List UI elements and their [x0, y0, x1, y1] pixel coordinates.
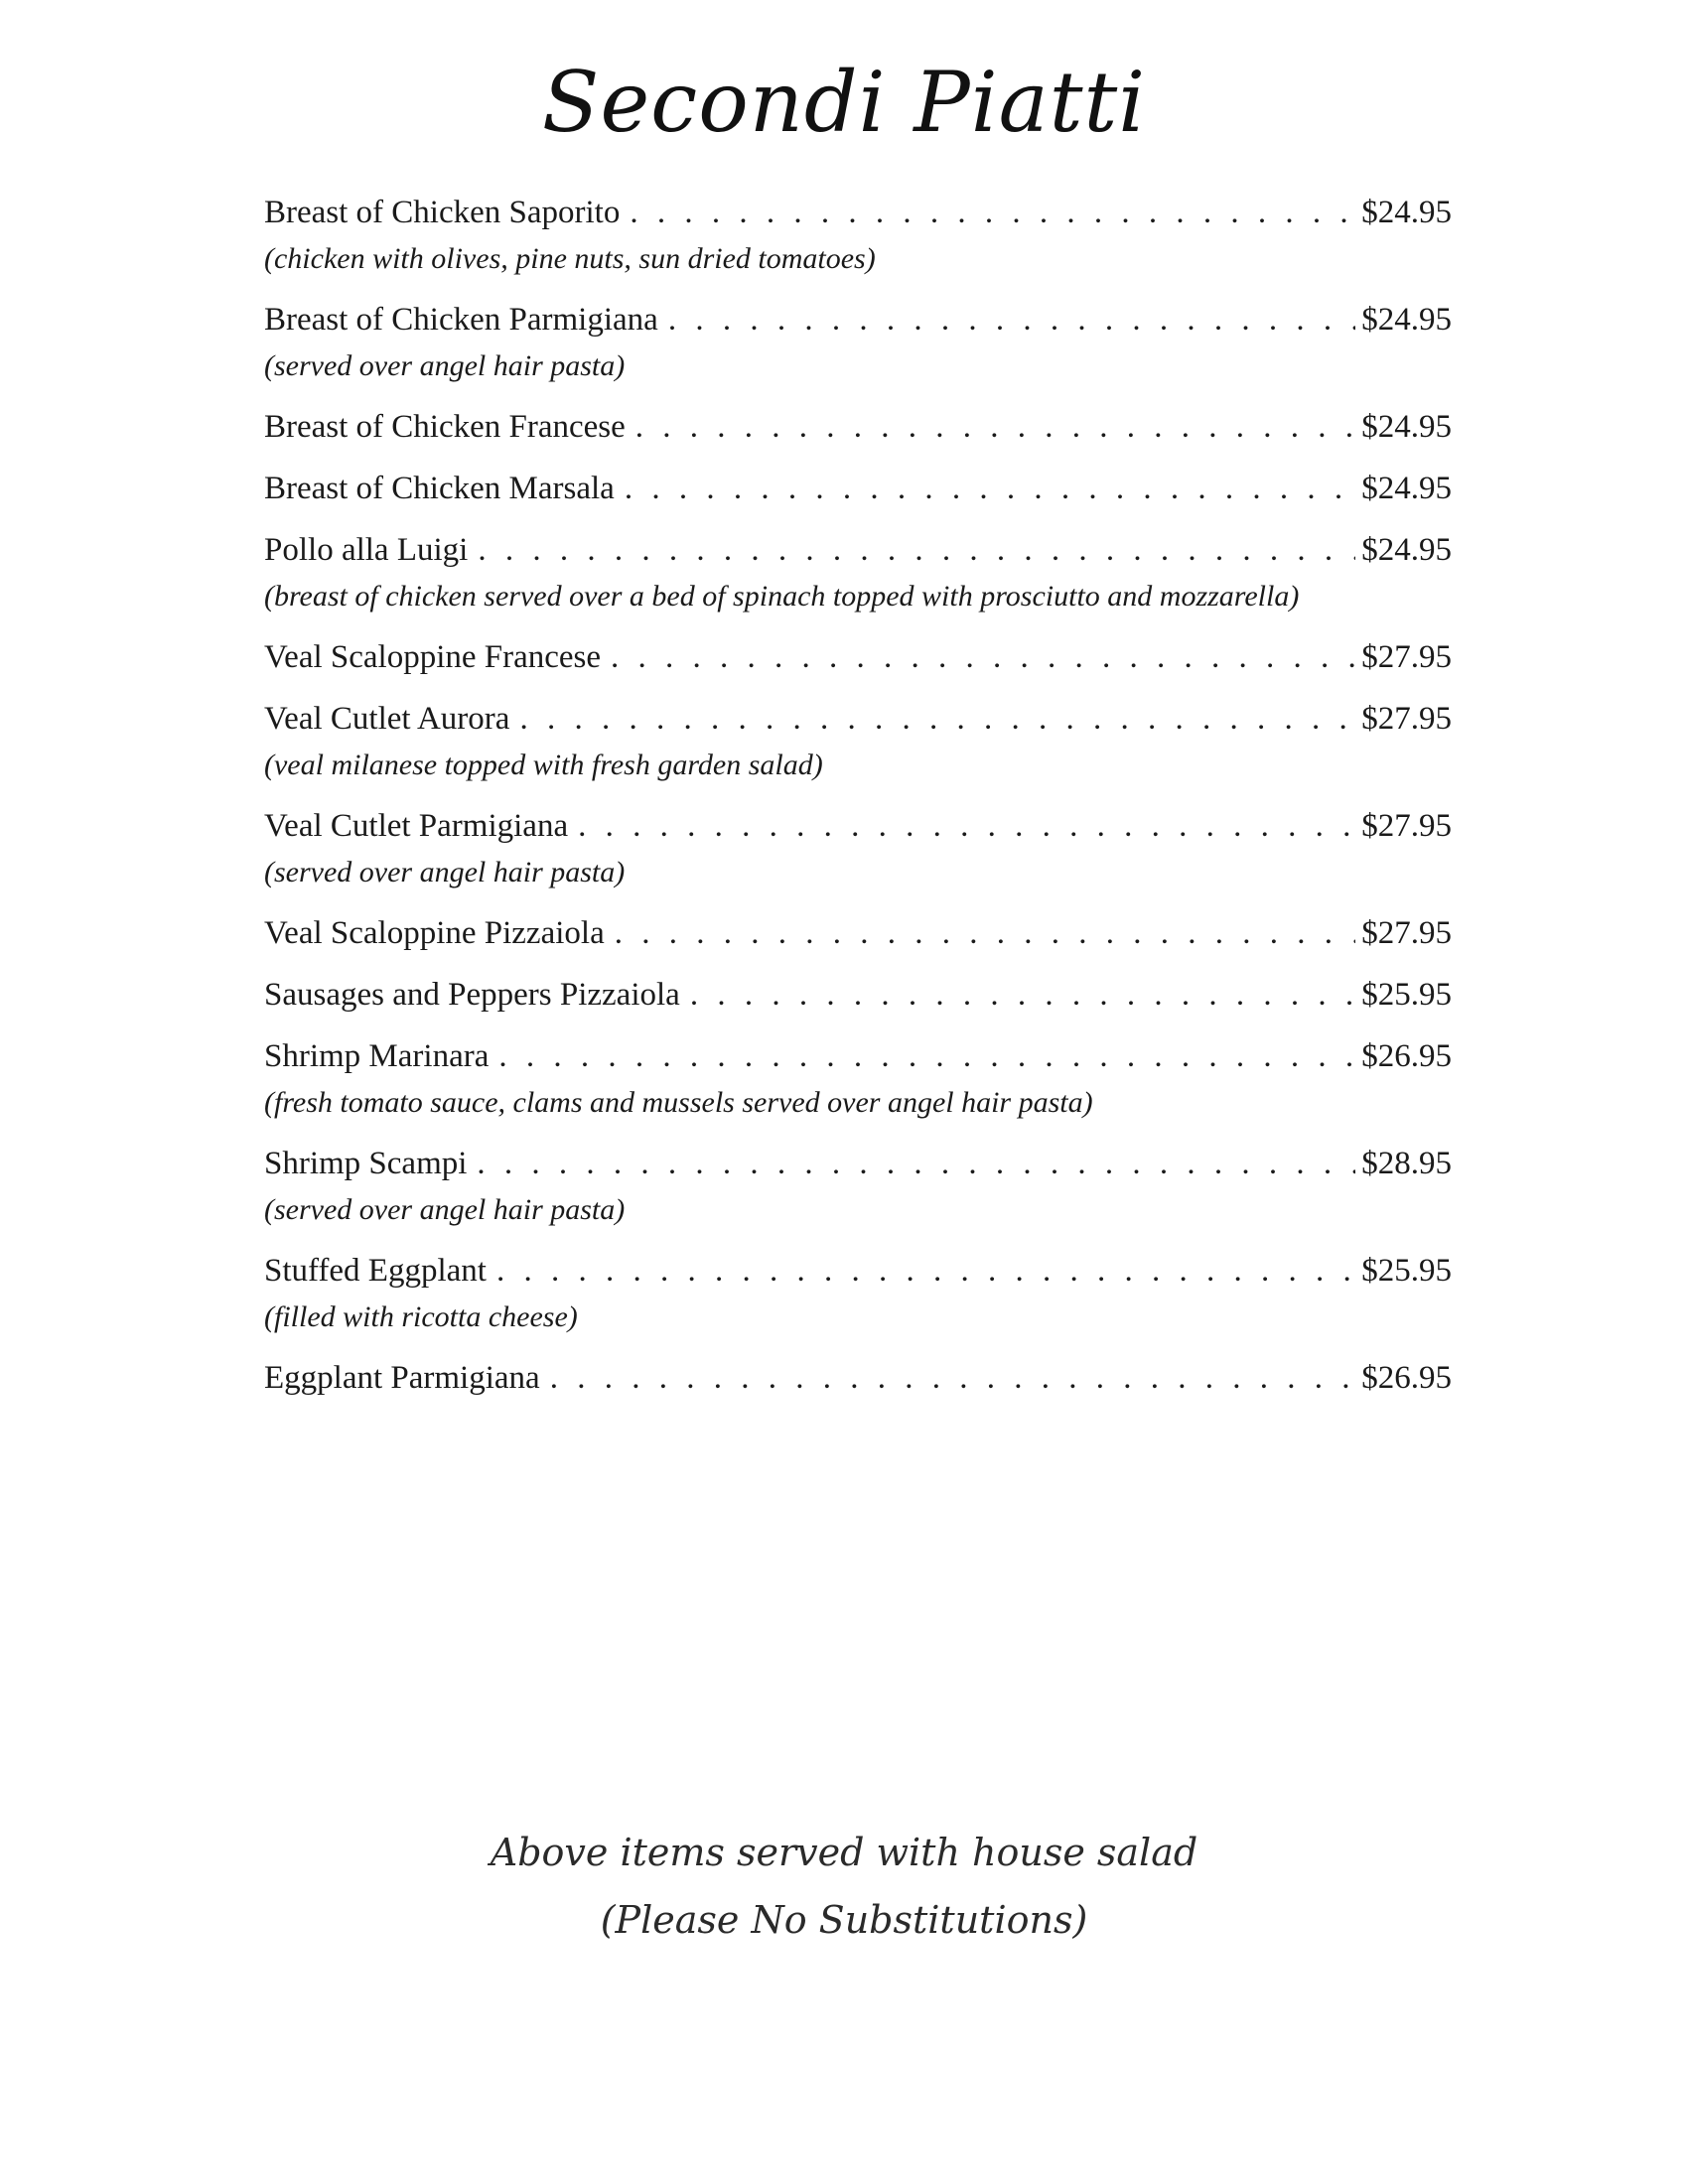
menu-item — [264, 633, 1452, 681]
menu-item-line — [264, 526, 1452, 574]
menu-item-description: (served over angel hair pasta) — [264, 856, 626, 888]
menu-item-name: Sausages and Peppers Pizzaiola — [264, 977, 680, 1013]
menu-item-price: $27.95 — [1361, 915, 1452, 951]
menu-item-name: Breast of Chicken Francese — [264, 409, 626, 445]
menu-item-price: $25.95 — [1361, 1253, 1452, 1289]
menu-item-price: $26.95 — [1361, 1360, 1452, 1396]
menu-item-name: Shrimp Marinara — [264, 1038, 490, 1074]
menu-item — [264, 909, 1452, 957]
menu-item-name: Stuffed Eggplant — [264, 1253, 487, 1289]
menu-item-price: $25.95 — [1361, 977, 1452, 1013]
dot-leader — [690, 971, 1355, 1019]
dot-leader — [630, 189, 1355, 236]
footer-note: Above items served with house salad — [490, 1831, 1198, 1874]
dot-leader — [635, 403, 1355, 451]
menu-item — [264, 403, 1452, 451]
menu-item-price: $27.95 — [1361, 701, 1452, 737]
menu-item-price: $24.95 — [1361, 532, 1452, 568]
menu-item-description: (fresh tomato sauce, clams and mussels served over angel hair pasta) — [264, 1086, 1093, 1119]
page-title: Secondi Piatti — [541, 54, 1147, 151]
menu-item — [264, 1140, 1452, 1233]
menu-item-price: $24.95 — [1361, 302, 1452, 338]
menu-item-line — [264, 465, 1452, 512]
menu-item-description: (filled with ricotta cheese) — [264, 1300, 578, 1333]
menu-item-price: $26.95 — [1361, 1038, 1452, 1074]
dot-leader — [496, 1247, 1355, 1295]
footer-substitution-note: (Please No Substitutions) — [600, 1898, 1088, 1942]
menu-item-description: (chicken with olives, pine nuts, sun dried tomatoes) — [264, 242, 876, 275]
menu-item-line — [264, 695, 1452, 743]
menu-item-name: Veal Scaloppine Pizzaiola — [264, 915, 605, 951]
menu-item-line — [264, 296, 1452, 343]
menu-item-price: $28.95 — [1361, 1146, 1452, 1181]
dot-leader — [611, 633, 1355, 681]
menu-list — [264, 189, 1452, 1402]
menu-item — [264, 465, 1452, 512]
menu-item — [264, 1354, 1452, 1402]
menu-item-name: Veal Cutlet Aurora — [264, 701, 510, 737]
menu-item-line — [264, 909, 1452, 957]
menu-item-line — [264, 1354, 1452, 1402]
menu-item-line — [264, 1140, 1452, 1187]
menu-item — [264, 1247, 1452, 1340]
menu-item — [264, 695, 1452, 788]
menu-item-description: (veal milanese topped with fresh garden salad) — [264, 749, 823, 781]
menu-item-description: (served over angel hair pasta) — [264, 349, 626, 382]
menu-item — [264, 296, 1452, 389]
menu-item — [264, 802, 1452, 895]
menu-item-price: $27.95 — [1361, 808, 1452, 844]
menu-item-price: $27.95 — [1361, 639, 1452, 675]
dot-leader — [477, 1140, 1355, 1187]
dot-leader — [478, 526, 1355, 574]
menu-item-name: Breast of Chicken Parmigiana — [264, 302, 658, 338]
dot-leader — [550, 1354, 1356, 1402]
menu-item-line — [264, 633, 1452, 681]
menu-item — [264, 971, 1452, 1019]
menu-item-name: Breast of Chicken Saporito — [264, 195, 621, 230]
dot-leader — [668, 296, 1355, 343]
menu-item-name: Breast of Chicken Marsala — [264, 471, 615, 506]
menu-item-name: Pollo alla Luigi — [264, 532, 469, 568]
menu-item-description: (served over angel hair pasta) — [264, 1193, 626, 1226]
menu-item-name: Veal Cutlet Parmigiana — [264, 808, 569, 844]
dot-leader — [615, 909, 1356, 957]
menu-item-line — [264, 1032, 1452, 1080]
menu-item-name: Shrimp Scampi — [264, 1146, 468, 1181]
menu-item — [264, 526, 1452, 619]
menu-item-price: $24.95 — [1361, 471, 1452, 506]
menu-item-description: (breast of chicken served over a bed of spinach topped with prosciutto and mozzarella) — [264, 580, 1300, 613]
menu-item-price: $24.95 — [1361, 195, 1452, 230]
dot-leader — [498, 1032, 1355, 1080]
menu-item-line — [264, 189, 1452, 236]
menu-item-line — [264, 1247, 1452, 1295]
menu-item-line — [264, 403, 1452, 451]
menu-item-name: Veal Scaloppine Francese — [264, 639, 602, 675]
menu-item — [264, 189, 1452, 282]
dot-leader — [519, 695, 1355, 743]
menu-item — [264, 1032, 1452, 1126]
menu-item-price: $24.95 — [1361, 409, 1452, 445]
menu-item-line — [264, 971, 1452, 1019]
menu-item-line — [264, 802, 1452, 850]
dot-leader — [625, 465, 1355, 512]
dot-leader — [578, 802, 1355, 850]
menu-item-name: Eggplant Parmigiana — [264, 1360, 540, 1396]
